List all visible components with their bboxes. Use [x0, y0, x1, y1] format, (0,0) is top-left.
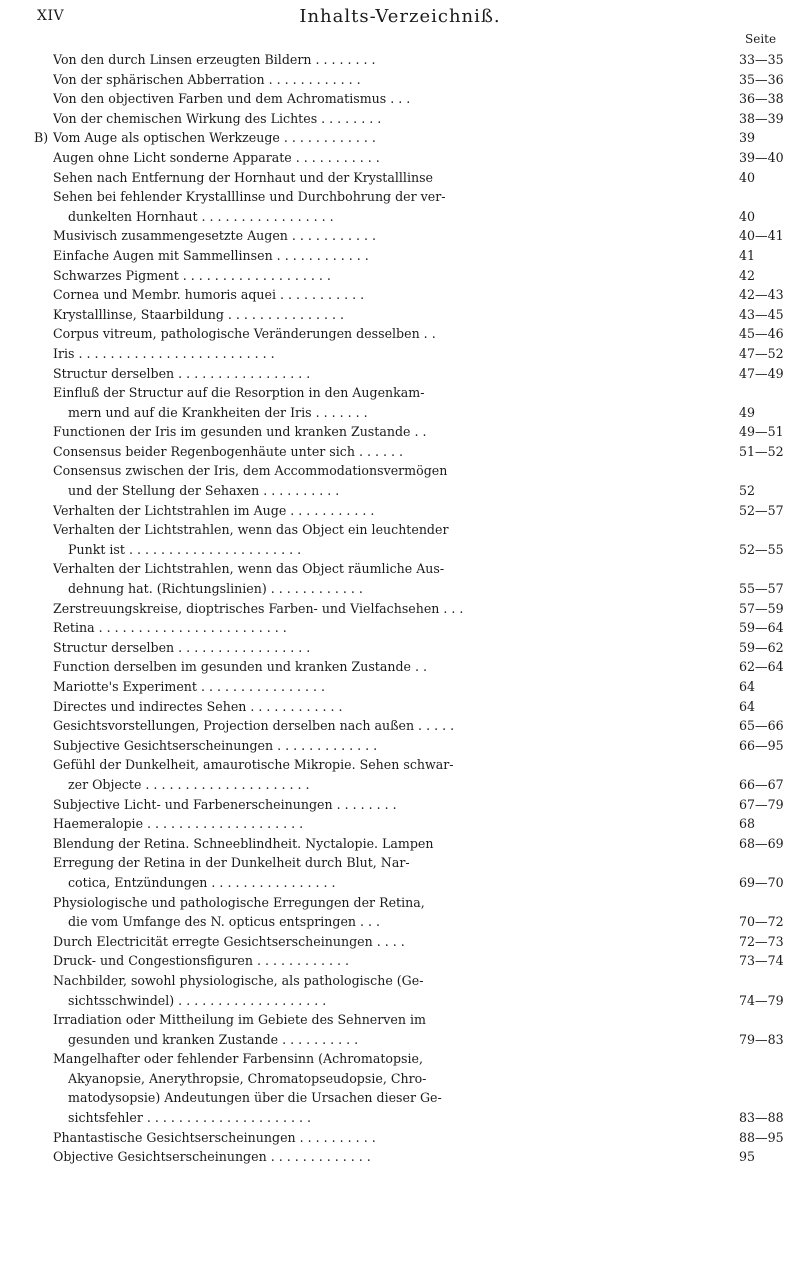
- toc-entry-text: die vom Umfange des N. opticus entspringen . . .: [68, 914, 381, 930]
- toc-entry-text: matodysopsie) Andeutungen über die Ursachen dieser Ge-: [68, 1090, 442, 1106]
- toc-entry-text: Akyanopsie, Anerythropsie, Chromatopseudopsie, Chro-: [68, 1070, 427, 1086]
- toc-entry-page: 40—41: [739, 228, 784, 244]
- toc-entry-text: sichtsfehler . . . . . . . . . . . . . . . . . . . . .: [68, 1110, 312, 1126]
- toc-entry: [0, 873, 800, 893]
- toc-entry-text: sichtsschwindel) . . . . . . . . . . . . . . . . . . .: [68, 992, 327, 1008]
- toc-entry-page: 49: [739, 404, 756, 420]
- toc-entry: [0, 383, 800, 403]
- toc-entry-text: Objective Gesichtserscheinungen . . . . . . . . . . . . .: [53, 1149, 371, 1165]
- toc-entry-page: 73—74: [739, 953, 784, 969]
- toc-entry-page: 38—39: [739, 110, 784, 126]
- toc-entry-page: 33—35: [739, 52, 784, 67]
- toc-entry: [0, 697, 800, 717]
- toc-entry-page: 40: [739, 208, 756, 224]
- toc-entry: [0, 442, 800, 462]
- toc-entry-text: Mariotte's Experiment . . . . . . . . . . . . . . . .: [53, 679, 326, 694]
- toc-entry-page: 64: [739, 698, 756, 714]
- toc-entry: [0, 559, 800, 579]
- toc-entry: [0, 775, 800, 795]
- toc-entry: [0, 1147, 800, 1167]
- toc-entry: [0, 246, 800, 266]
- toc-entry-page: 42—43: [739, 287, 784, 303]
- toc-entry-text: Schwarzes Pigment . . . . . . . . . . . . . . . . . . .: [53, 267, 331, 283]
- toc-entry: [0, 89, 800, 109]
- toc-entry-page: 62—64: [739, 659, 784, 675]
- toc-entry-text: Von der sphärischen Abberration . . . . . . . . . . . .: [53, 71, 361, 87]
- toc-entry-page: 67—79: [739, 796, 784, 812]
- toc-entry: [0, 1128, 800, 1148]
- toc-entry-text: Von der chemischen Wirkung des Lichtes . . . . . . . .: [53, 110, 382, 126]
- toc-entry-page: 59—62: [739, 639, 784, 655]
- toc-entry-text: Vom Auge als optischen Werkzeuge . . . . . . . . . . . .: [53, 130, 376, 146]
- toc-entry-text: Consensus zwischen der Iris, dem Accommodationsvermögen: [53, 463, 448, 479]
- toc-entry-text: Physiologische und pathologische Erregungen der Retina,: [53, 894, 425, 910]
- toc-entry-text: dunkelten Hornhaut . . . . . . . . . . . . . . . . .: [68, 208, 334, 224]
- toc-entry: [0, 226, 800, 246]
- toc-entry-text: Krystalllinse, Staarbildung . . . . . . . . . . . . . . .: [53, 306, 345, 322]
- page-title: Inhalts-Verzeichniß.: [299, 6, 501, 27]
- toc-entry: [0, 422, 800, 442]
- toc-entry: [0, 207, 800, 227]
- toc-entry: [0, 991, 800, 1011]
- toc-entry-text: Iris . . . . . . . . . . . . . . . . . . . . . . . . .: [53, 345, 275, 361]
- toc-entry: [0, 834, 800, 854]
- toc-entry-text: Einfache Augen mit Sammellinsen . . . . . . . . . . . .: [53, 247, 369, 263]
- toc-entry-text: Durch Electricität erregte Gesichtserscheinungen . . . .: [53, 933, 405, 949]
- toc-entry-page: 55—57: [739, 581, 784, 597]
- toc-entry-text: Druck- und Congestionsfiguren . . . . . . . . . . . .: [53, 953, 350, 969]
- toc-entry: [0, 520, 800, 540]
- table-of-contents: [0, 50, 800, 1167]
- toc-entry-text: Gesichtsvorstellungen, Projection derselben nach außen . . . . .: [53, 718, 455, 734]
- toc-entry-text: Irradiation oder Mittheilung im Gebiete des Sehnerven im: [53, 1012, 426, 1028]
- toc-entry: [0, 1049, 800, 1069]
- toc-entry-page: 39: [739, 130, 756, 146]
- toc-entry-page: 66—95: [739, 737, 784, 753]
- toc-entry-text: Von den durch Linsen erzeugten Bildern . . . . . . . .: [53, 52, 376, 67]
- toc-entry: [0, 461, 800, 481]
- toc-entry: [0, 618, 800, 638]
- toc-entry-text: Gefühl der Dunkelheit, amaurotische Mikropie. Sehen schwar-: [53, 757, 454, 773]
- toc-entry-text: Punkt ist . . . . . . . . . . . . . . . . . . . . . .: [68, 541, 302, 557]
- toc-entry-text: Erregung der Retina in der Dunkelheit durch Blut, Nar-: [53, 855, 410, 871]
- toc-entry: [0, 70, 800, 90]
- toc-entry-page: 66—67: [739, 776, 784, 792]
- toc-entry: [0, 1088, 800, 1108]
- toc-entry-page: 42: [739, 267, 756, 283]
- toc-entry-page: 70—72: [739, 914, 784, 930]
- toc-entry: [0, 736, 800, 756]
- toc-entry-page: 41: [739, 247, 756, 263]
- toc-entry-text: mern und auf die Krankheiten der Iris . . . . . . .: [68, 404, 368, 420]
- page-column-label: Seite: [745, 32, 777, 46]
- toc-entry-text: Structur derselben . . . . . . . . . . . . . . . . .: [53, 365, 311, 381]
- section-marker: B): [34, 130, 49, 146]
- toc-entry-text: Verhalten der Lichtstrahlen im Auge . . . . . . . . . . .: [53, 502, 375, 518]
- toc-entry: [0, 1069, 800, 1089]
- toc-entry-page: 39—40: [739, 149, 784, 165]
- toc-entry: [0, 50, 800, 70]
- toc-entry-text: Function derselben im gesunden und kranken Zustande . .: [53, 659, 427, 675]
- toc-entry-text: Mangelhafter oder fehlender Farbensinn (Achromatopsie,: [53, 1051, 423, 1067]
- toc-entry: [0, 932, 800, 952]
- toc-entry-text: gesunden und kranken Zustande . . . . . . . . . .: [68, 1031, 359, 1047]
- toc-entry: [0, 266, 800, 286]
- toc-entry: [0, 599, 800, 619]
- toc-entry: [0, 951, 800, 971]
- toc-entry-text: Musivisch zusammengesetzte Augen . . . . . . . . . . .: [53, 228, 376, 244]
- toc-entry-text: Verhalten der Lichtstrahlen, wenn das Object ein leuchtender: [53, 522, 449, 538]
- toc-entry-page: 51—52: [739, 443, 784, 459]
- toc-entry-page: 74—79: [739, 992, 784, 1008]
- toc-entry-text: Sehen bei fehlender Krystalllinse und Durchbohrung der ver-: [53, 189, 446, 205]
- toc-entry: [0, 1108, 800, 1128]
- page-number: XIV: [37, 8, 65, 24]
- toc-entry-page: 52—57: [739, 502, 784, 518]
- toc-entry-page: 45—46: [739, 326, 784, 342]
- toc-entry-page: 69—70: [739, 874, 784, 890]
- toc-entry-text: cotica, Entzündungen . . . . . . . . . . . . . . . .: [68, 874, 336, 890]
- toc-entry-text: Structur derselben . . . . . . . . . . . . . . . . .: [53, 639, 311, 655]
- toc-entry: [0, 677, 800, 697]
- toc-entry-text: dehnung hat. (Richtungslinien) . . . . . . . . . . . .: [68, 581, 363, 597]
- toc-entry-page: 65—66: [739, 718, 784, 734]
- toc-entry-page: 47—49: [739, 365, 784, 381]
- toc-entry-text: Directes und indirectes Sehen . . . . . . . . . . . .: [53, 698, 343, 714]
- toc-entry-text: Corpus vitreum, pathologische Veränderungen desselben . .: [53, 326, 436, 342]
- toc-entry-page: 95: [739, 1149, 756, 1165]
- toc-entry-page: 79—83: [739, 1031, 784, 1047]
- toc-entry-text: Consensus beider Regenbogenhäute unter sich . . . . . .: [53, 443, 404, 459]
- toc-entry-text: Augen ohne Licht sonderne Apparate . . . . . . . . . . .: [53, 149, 380, 165]
- toc-entry-text: Verhalten der Lichtstrahlen, wenn das Object räumliche Aus-: [53, 561, 445, 577]
- toc-entry: [0, 168, 800, 188]
- toc-entry-text: Phantastische Gesichtserscheinungen . . . . . . . . . .: [53, 1129, 376, 1145]
- toc-entry-page: 83—88: [739, 1110, 784, 1126]
- toc-entry-page: 57—59: [739, 600, 784, 616]
- toc-entry-page: 43—45: [739, 306, 784, 322]
- toc-entry: [0, 305, 800, 325]
- toc-entry: [0, 579, 800, 599]
- toc-entry: [0, 814, 800, 834]
- toc-entry: [0, 501, 800, 521]
- toc-entry-text: Von den objectiven Farben und dem Achromatismus . . .: [53, 91, 411, 107]
- toc-entry: [0, 324, 800, 344]
- toc-entry-text: Blendung der Retina. Schneeblindheit. Nyctalopie. Lampen: [53, 835, 434, 851]
- toc-entry: [0, 657, 800, 677]
- toc-entry-text: Einfluß der Structur auf die Resorption in den Augenkam-: [53, 385, 425, 401]
- toc-entry: [0, 128, 800, 148]
- toc-entry-page: 40: [739, 169, 756, 185]
- toc-entry-page: 68—69: [739, 835, 784, 851]
- toc-entry: [0, 481, 800, 501]
- toc-entry-page: 59—64: [739, 620, 784, 636]
- toc-entry: [0, 187, 800, 207]
- toc-entry: [0, 109, 800, 129]
- toc-entry-page: 72—73: [739, 933, 784, 949]
- toc-entry: [0, 285, 800, 305]
- running-header: [0, 6, 800, 32]
- toc-entry: [0, 893, 800, 913]
- toc-entry-page: 64: [739, 679, 756, 694]
- toc-entry-page: 36—38: [739, 91, 784, 107]
- toc-entry-text: zer Objecte . . . . . . . . . . . . . . . . . . . . .: [68, 776, 310, 792]
- toc-entry-text: und der Stellung der Sehaxen . . . . . . . . . .: [68, 483, 340, 499]
- toc-entry: [0, 755, 800, 775]
- toc-entry-page: 52—55: [739, 541, 784, 557]
- toc-entry-page: 88—95: [739, 1129, 784, 1145]
- toc-entry: [0, 148, 800, 168]
- toc-entry-text: Cornea und Membr. humoris aquei . . . . . . . . . . .: [53, 287, 365, 303]
- toc-entry: [0, 1030, 800, 1050]
- toc-entry-text: Sehen nach Entfernung der Hornhaut und der Krystalllinse: [53, 169, 434, 185]
- toc-entry-page: 49—51: [739, 424, 784, 440]
- toc-entry: [0, 716, 800, 736]
- toc-entry: [0, 912, 800, 932]
- toc-entry-text: Functionen der Iris im gesunden und kranken Zustande . .: [53, 424, 427, 440]
- toc-entry-text: Haemeralopie . . . . . . . . . . . . . . . . . . . .: [53, 816, 304, 832]
- toc-entry: [0, 638, 800, 658]
- toc-entry-text: Subjective Gesichtserscheinungen . . . . . . . . . . . . .: [53, 737, 378, 753]
- toc-entry: [0, 344, 800, 364]
- toc-entry: [0, 540, 800, 560]
- toc-entry-text: Retina . . . . . . . . . . . . . . . . . . . . . . . .: [53, 620, 287, 636]
- toc-entry-text: Nachbilder, sowohl physiologische, als pathologische (Ge-: [53, 972, 424, 988]
- toc-entry: [0, 971, 800, 991]
- toc-entry: [0, 795, 800, 815]
- toc-entry-page: 35—36: [739, 71, 784, 87]
- toc-entry: [0, 853, 800, 873]
- toc-entry: [0, 1010, 800, 1030]
- toc-entry-text: Zerstreuungskreise, dioptrisches Farben- und Vielfachsehen . . .: [53, 600, 464, 616]
- toc-entry-page: 47—52: [739, 345, 784, 361]
- toc-entry: [0, 403, 800, 423]
- toc-entry-text: Subjective Licht- und Farbenerscheinungen . . . . . . . .: [53, 796, 397, 812]
- toc-entry-page: 52: [739, 483, 756, 499]
- toc-entry-page: 68: [739, 816, 756, 832]
- toc-entry: [0, 364, 800, 384]
